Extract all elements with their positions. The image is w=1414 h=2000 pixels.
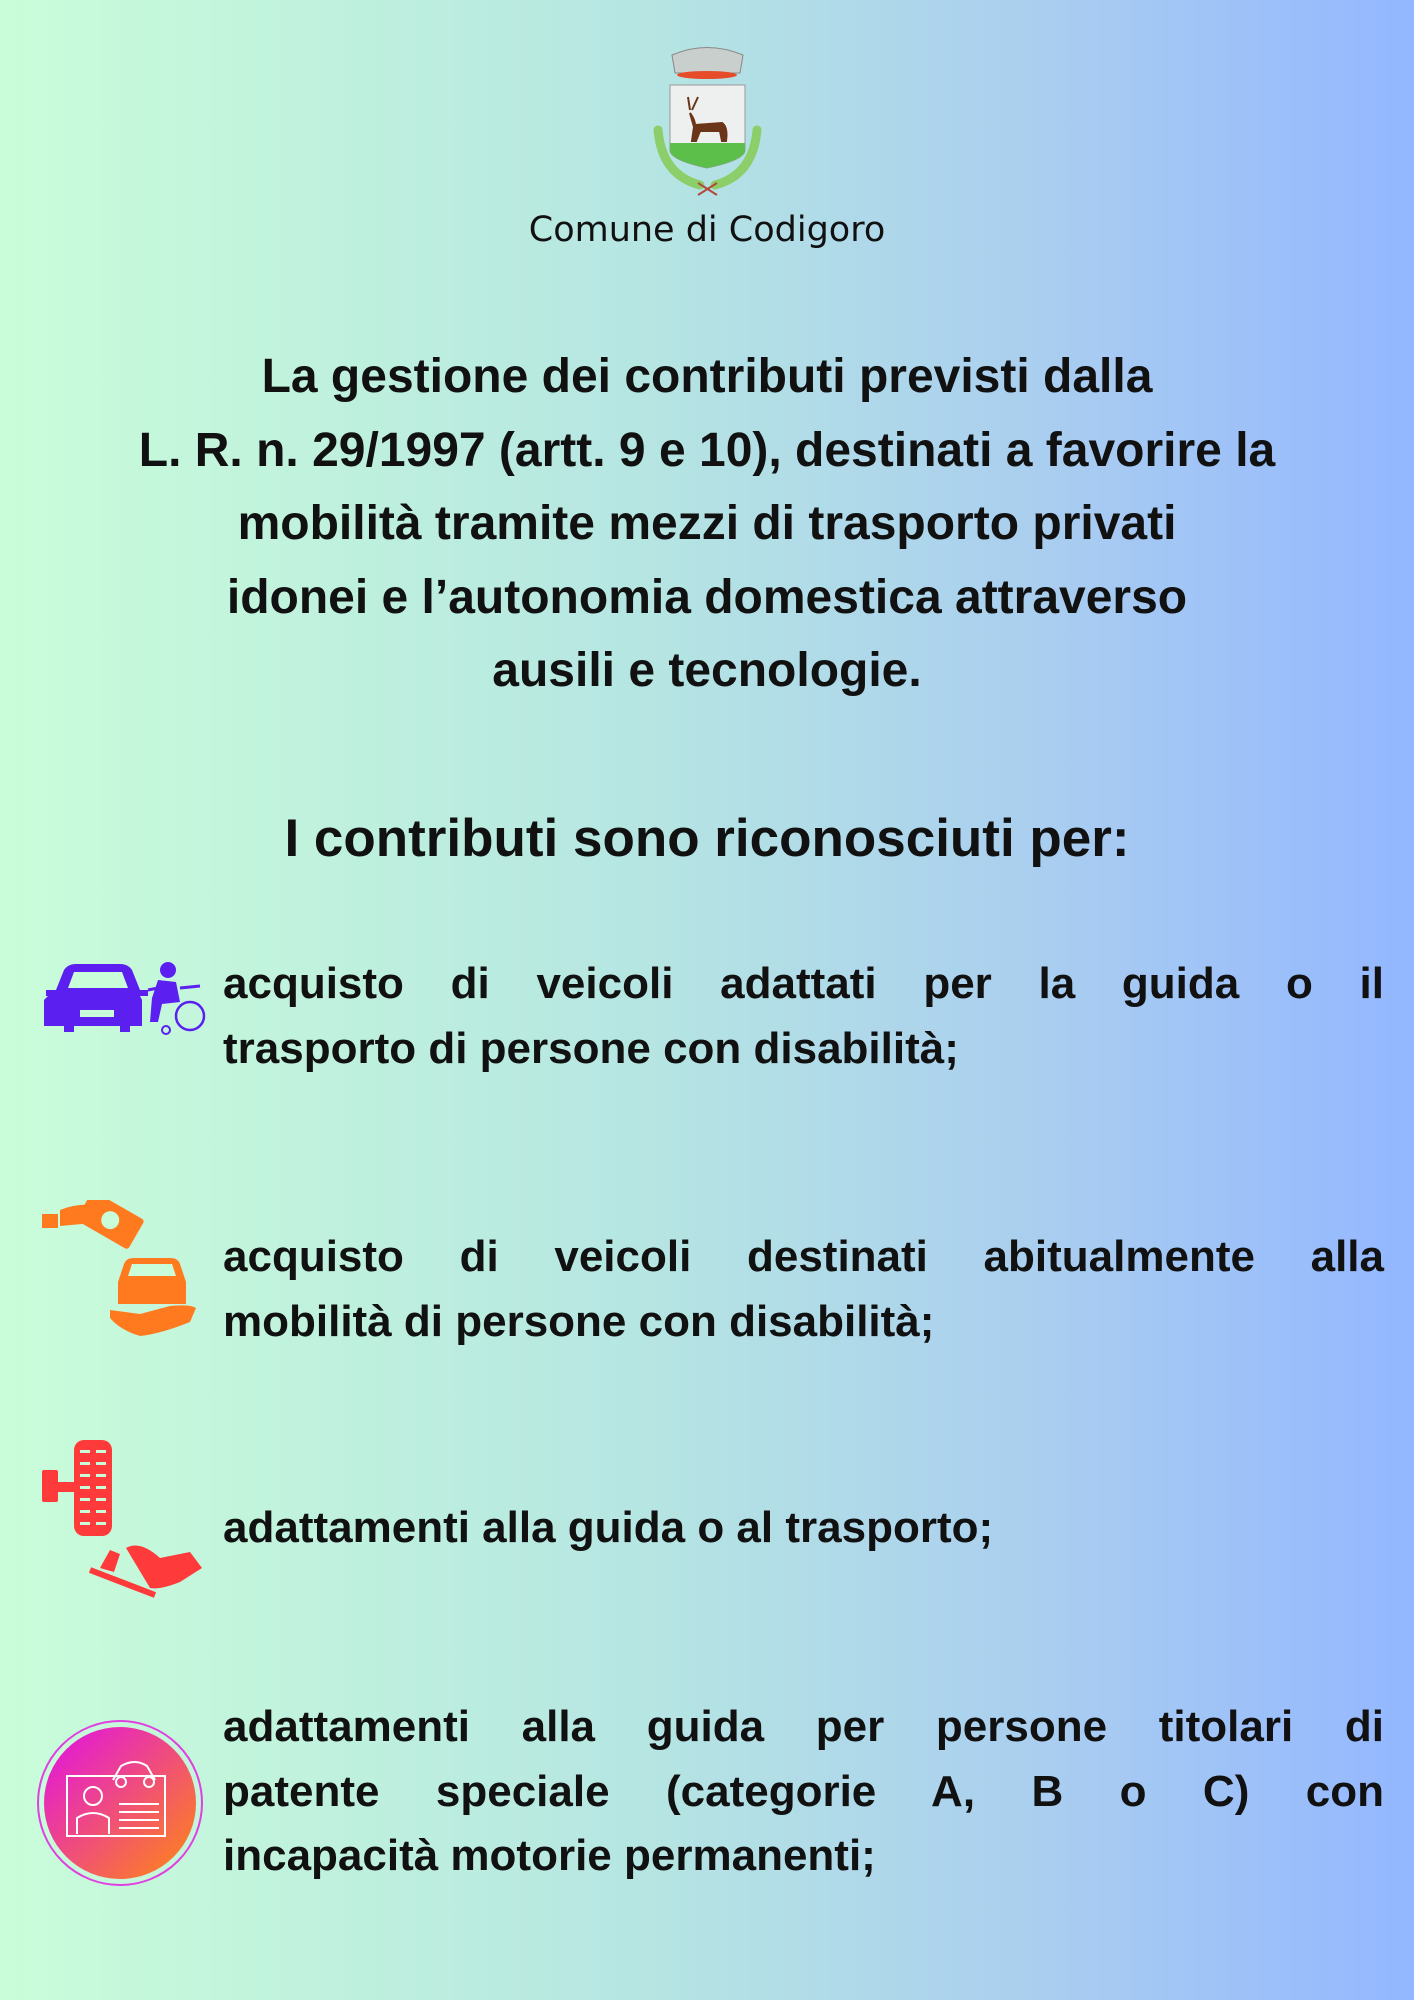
item-text-line: acquisto di veicoli destinati abitualmente alla [223,1232,1384,1281]
car-wheelchair-icon [40,960,208,1040]
list-item [223,1225,1384,1354]
title-line: La gestione dei contributi previsti dalla [261,350,1153,403]
title-line: L. R. n. 29/1997 (artt. 9 e 10), destinati a favorire la [138,423,1276,477]
item-text-line: patente speciale (categorie A, B o C) con [223,1766,1384,1816]
coat-of-arms-logo [650,35,765,205]
pedal-shoe-icon [40,1440,205,1600]
item-text-line: incapacità motorie permanenti; [223,1831,876,1880]
item-text-line: acquisto di veicoli adattati per la guida o il [223,959,1384,1008]
item-text-line: trasporto di persone con disabilità; [223,1023,959,1073]
organization-name: Comune di Codigoro [528,210,886,250]
money-car-hand-icon [40,1200,200,1338]
title-line: ausili e tecnologie. [492,644,922,697]
item-text-line: mobilità di persone con disabilità; [223,1296,935,1346]
item-text-line: adattamenti alla guida per persone titolari di [223,1702,1384,1751]
page-title [0,340,1414,708]
item-text-line: adattamenti alla guida o al trasporto; [223,1503,994,1552]
driving-license-icon [35,1718,205,1888]
list-item [223,1496,1384,1561]
list-item [223,1695,1384,1889]
title-line: idonei e l’autonomia domestica attraverso [226,570,1188,624]
list-item [223,952,1384,1081]
subheading: I contributi sono riconosciuti per: [284,809,1130,868]
title-line: mobilità tramite mezzi di trasporto privati [237,497,1177,550]
